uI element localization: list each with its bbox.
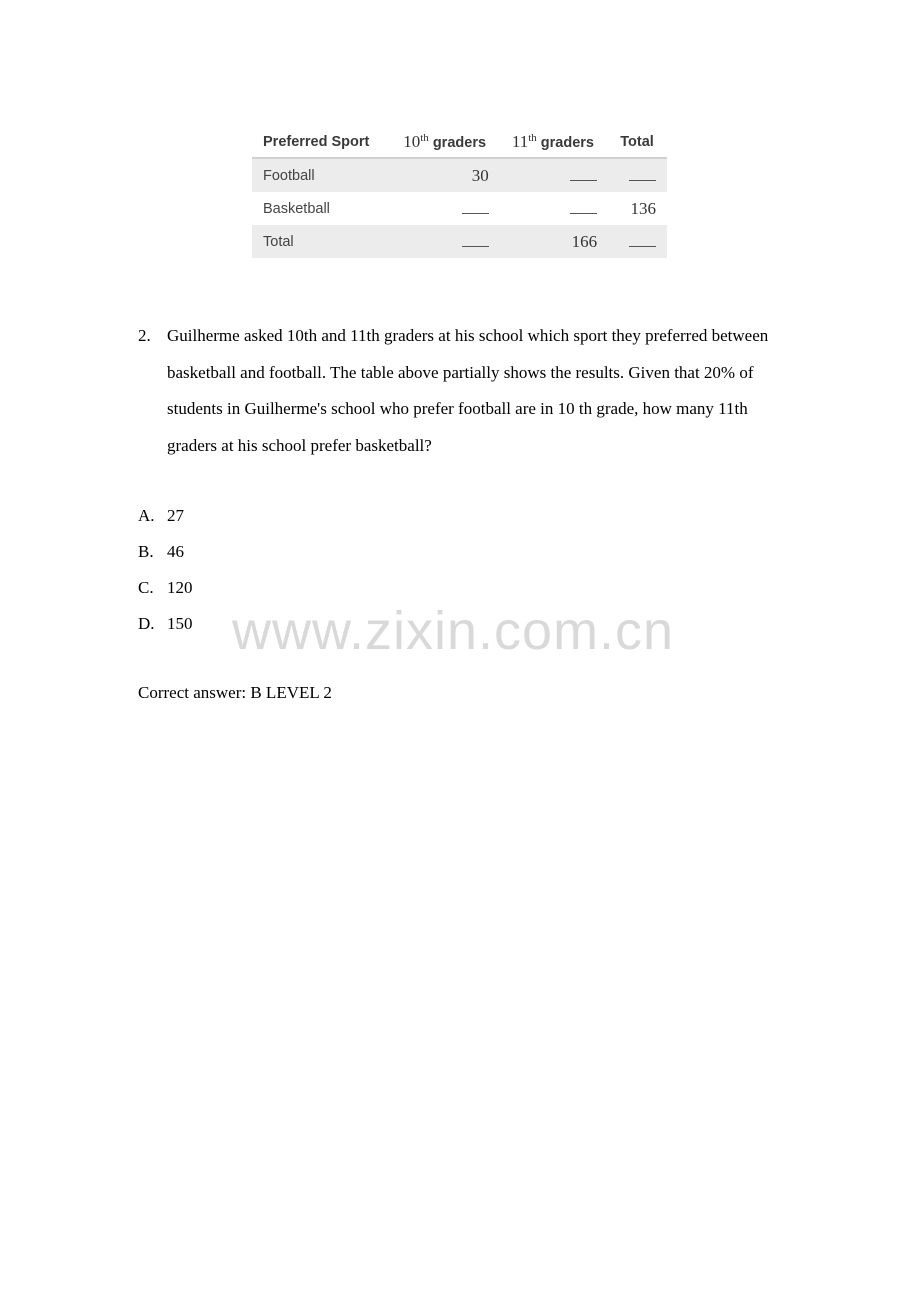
cell-total — [607, 158, 667, 192]
cell-value: 30 — [471, 165, 489, 185]
choice-d — [138, 606, 193, 642]
sports-table — [252, 126, 667, 258]
header-10th-graders — [391, 126, 499, 158]
cell-total — [607, 225, 667, 258]
row-label: Basketball — [263, 200, 330, 217]
table-header-row — [252, 126, 667, 158]
blank-line — [462, 212, 489, 214]
header-11th-word: graders — [540, 134, 594, 151]
blank-line — [570, 212, 597, 214]
blank-line — [570, 179, 597, 181]
cell-11th — [499, 158, 607, 192]
cell-total — [607, 192, 667, 225]
table-row-total — [252, 225, 667, 258]
cell-10th — [391, 192, 499, 225]
row-label: Total — [252, 225, 391, 258]
cell-value: 136 — [630, 198, 656, 218]
choice-letter: B. — [138, 542, 154, 561]
header-total: Total — [607, 126, 667, 158]
table-row-basketball — [252, 192, 667, 225]
answer-choices — [138, 498, 193, 642]
header-10th-sup: th — [420, 131, 429, 144]
cell-11th — [499, 225, 607, 258]
header-11th-graders — [499, 126, 607, 158]
choice-letter: C. — [138, 578, 154, 597]
row-label: Football — [252, 158, 391, 192]
choice-letter: A. — [138, 506, 155, 525]
choice-value: 27 — [167, 506, 184, 525]
choice-value: 150 — [167, 614, 193, 633]
header-10th-word: graders — [432, 134, 487, 151]
choice-c — [138, 570, 193, 606]
choice-value: 120 — [167, 578, 193, 597]
correct-answer: Correct answer: B LEVEL 2 — [138, 683, 332, 702]
header-11th-sup: th — [528, 131, 537, 144]
choice-b — [138, 534, 193, 570]
choice-a — [138, 498, 193, 534]
choice-letter: D. — [138, 614, 155, 633]
blank-line — [629, 245, 656, 247]
question-block — [138, 318, 778, 464]
blank-line — [629, 179, 656, 181]
cell-value: 166 — [571, 231, 598, 251]
header-preferred-sport: Preferred Sport — [252, 126, 391, 158]
question-text: Guilherme asked 10th and 11th graders at his school which sport they preferred between basketball and football. The table above partially shows the results. Given that 20% of students in Guilherme's school who prefer football are in 10 th grade, how many 11th graders at his school prefer basketball? — [167, 326, 769, 455]
header-10th-num: 10 — [403, 131, 421, 151]
cell-11th — [499, 192, 607, 225]
watermark: www.zixin.com.cn — [232, 601, 675, 661]
cell-10th — [391, 225, 499, 258]
choice-value: 46 — [167, 542, 184, 561]
blank-line — [462, 245, 489, 247]
cell-10th — [391, 158, 499, 192]
question-number: 2. — [138, 326, 151, 345]
header-11th-num: 11 — [511, 131, 529, 151]
table-row-football — [252, 158, 667, 192]
